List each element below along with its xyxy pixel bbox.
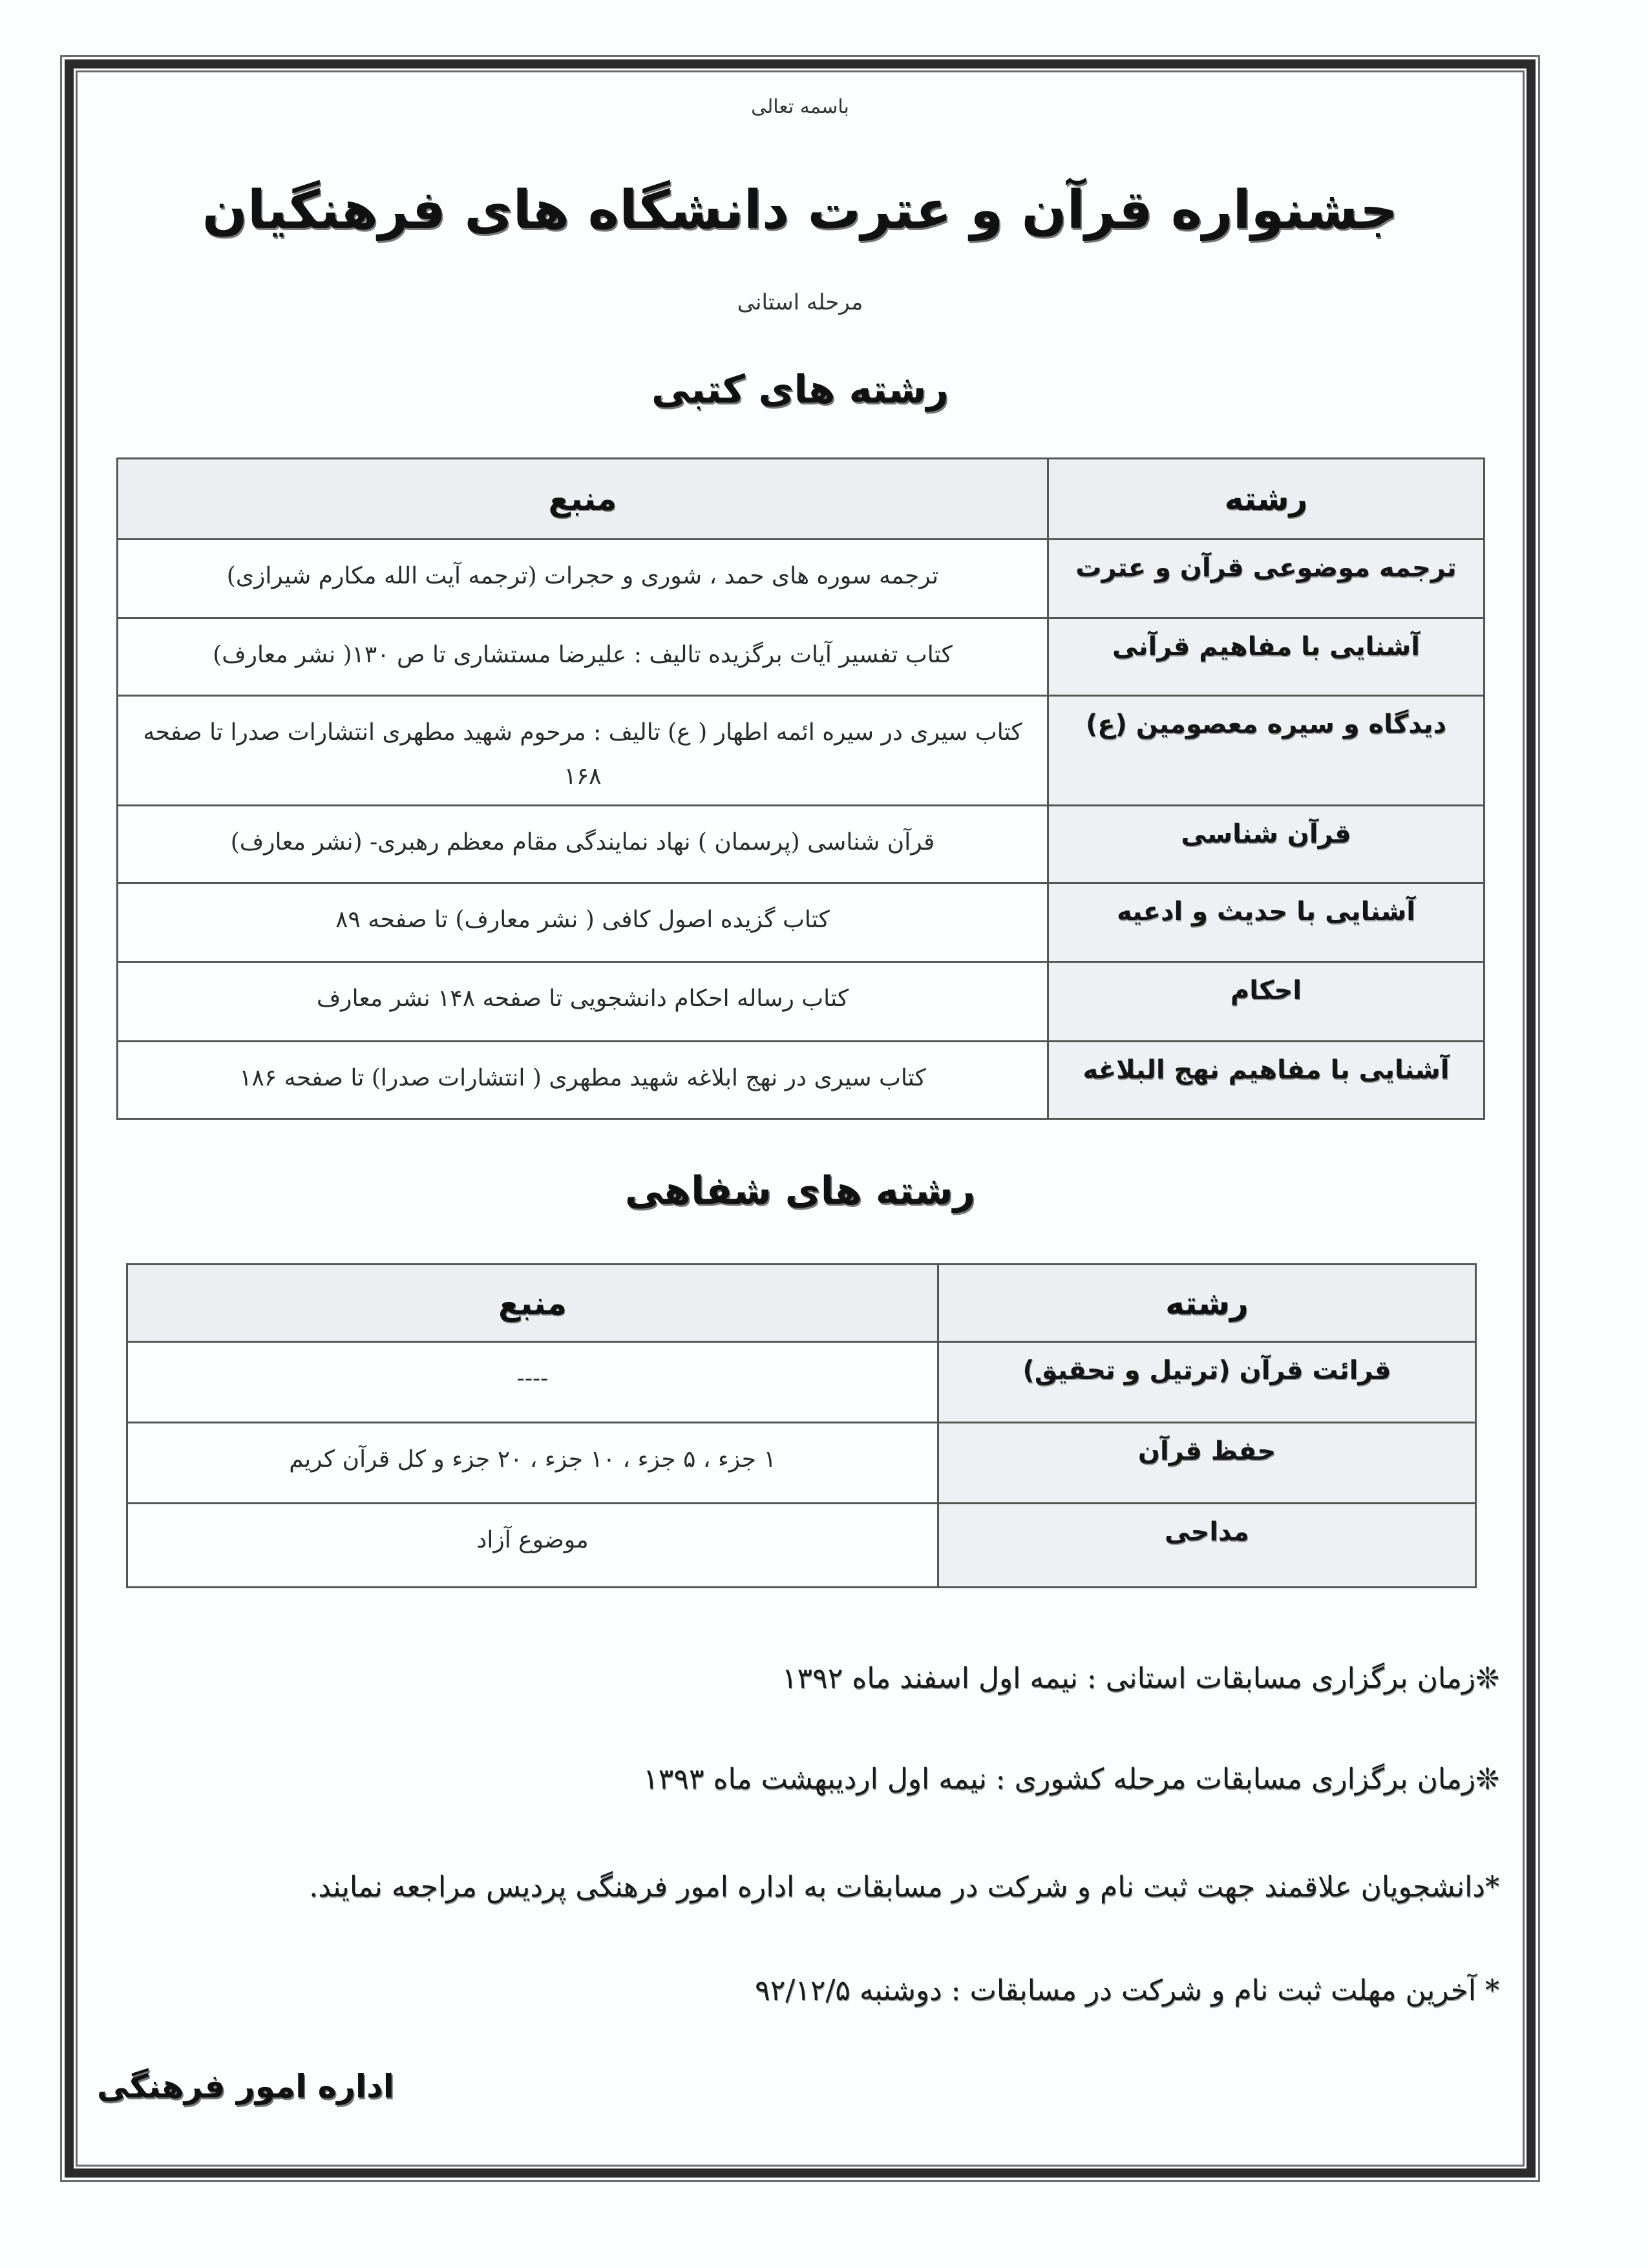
field-cell: آشنایی با مفاهیم نهج البلاغه [1048,1042,1484,1119]
note-registration-instructions: *دانشجویان علاقمند جهت ثبت نام و شرکت در مسابقات به اداره امور فرهنگی پردیس مراجعه نمایند. [309,1871,1499,1904]
note-registration-deadline: * آخرین مهلت ثبت نام و شرکت در مسابقات : دوشنبه ۹۲/۱۲/۵ [755,1974,1499,2007]
column-header-field: رشته [1048,459,1484,540]
table-row [118,962,1484,1042]
source-cell: قرآن شناسی (پرسمان ) نهاد نمایندگی مقام معظم رهبری- (نشر معارف) [118,806,1048,883]
source-cell: ۱ جزء ، ۵ جزء ، ۱۰ جزء ، ۲۰ جزء و کل قرآن کریم [127,1423,938,1504]
source-cell: ترجمه سوره های حمد ، شوری و حجرات (ترجمه آیت الله مکارم شیرازی) [118,540,1048,618]
table-row [118,806,1484,883]
field-cell: احکام [1048,962,1484,1042]
column-header-field: رشته [938,1265,1476,1342]
source-cell: موضوع آزاد [127,1504,938,1588]
signature-office: اداره امور فرهنگی [97,2068,394,2105]
source-cell: کتاب گزیده اصول کافی ( نشر معارف) تا صفحه ۸۹ [118,883,1048,962]
field-cell: دیدگاه و سیره معصومین (ع) [1048,696,1484,806]
source-cell: کتاب رساله احکام دانشجویی تا صفحه ۱۴۸ نشر معارف [118,962,1048,1042]
field-cell: آشنایی با حدیث و ادعیه [1048,883,1484,962]
table-header-row [127,1265,1476,1342]
table-row [118,1042,1484,1119]
table-row [127,1504,1476,1588]
field-cell: قرائت قرآن (ترتیل و تحقیق) [938,1342,1476,1423]
field-cell: قرآن شناسی [1048,806,1484,883]
written-fields-table [116,457,1485,1120]
source-cell: کتاب تفسیر آیات برگزیده تالیف : علیرضا مستشاری تا ص ۱۳۰( نشر معارف) [118,618,1048,696]
page-title: جشنواره قرآن و عترت دانشگاه های فرهنگیان [202,180,1399,241]
field-cell: ترجمه موضوعی قرآن و عترت [1048,540,1484,618]
field-cell: مداحی [938,1504,1476,1588]
source-cell: کتاب سیری در سیره ائمه اطهار ( ع) تالیف : مرحوم شهید مطهری انتشارات صدرا تا صفحه ۱۶۸ [118,696,1048,806]
table-row [127,1423,1476,1504]
table-row [118,540,1484,618]
field-cell: آشنایی با مفاهیم قرآنی [1048,618,1484,696]
written-section-heading: رشته های کتبی [651,367,949,412]
table-row [118,696,1484,806]
oral-section-heading: رشته های شفاهی [624,1168,976,1213]
table-header-row [118,459,1484,540]
field-cell: حفظ قرآن [938,1423,1476,1504]
table-row [118,618,1484,696]
stage-label: مرحله استانی [737,289,863,315]
table-row [127,1342,1476,1423]
table-row [118,883,1484,962]
source-cell: کتاب سیری در نهج ابلاغه شهید مطهری ( انتشارات صدرا) تا صفحه ۱۸۶ [118,1042,1048,1119]
column-header-source: منبع [127,1265,938,1342]
column-header-source: منبع [118,459,1048,540]
note-provincial-date: ❊زمان برگزاری مسابقات استانی : نیمه اول اسفند ماه ۱۳۹۲ [781,1662,1499,1695]
oral-fields-table [126,1263,1477,1588]
invocation: باسمه تعالی [751,96,849,118]
source-cell: ---- [127,1342,938,1423]
note-national-date: ❊زمان برگزاری مسابقات مرحله کشوری : نیمه اول اردیبهشت ماه ۱۳۹۳ [642,1763,1499,1796]
